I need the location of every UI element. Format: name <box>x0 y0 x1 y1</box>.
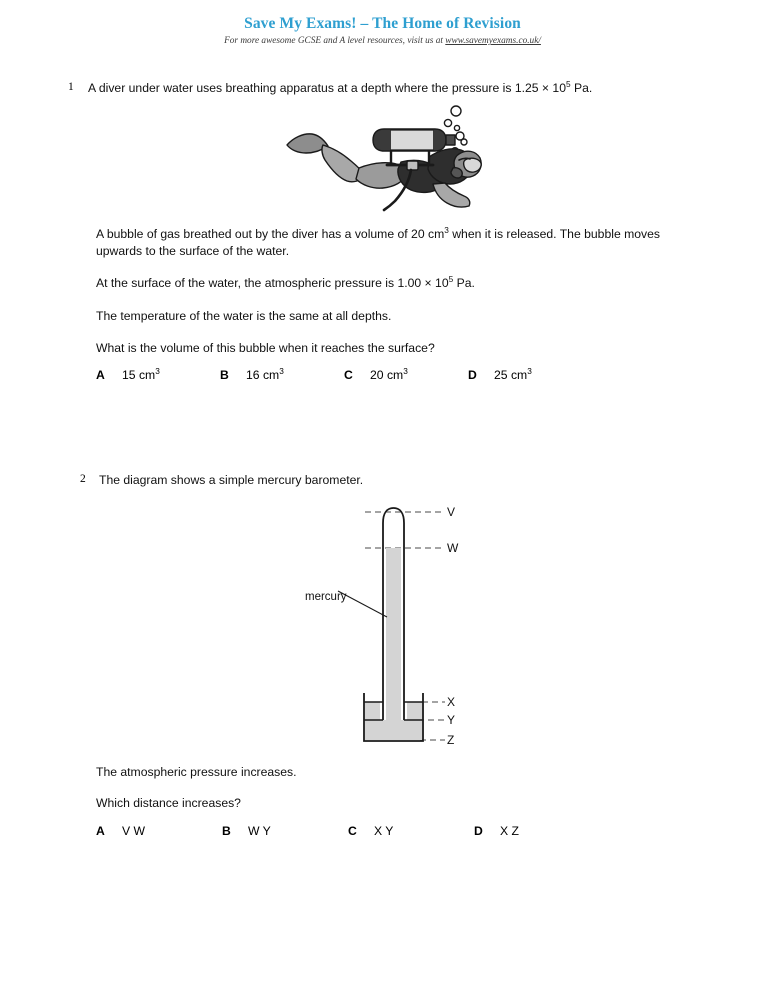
question-2-option-a-value: V W <box>122 824 146 838</box>
question-1-options <box>96 365 532 382</box>
site-title: Save My Exams! – The Home of Revision <box>244 15 521 32</box>
barometer-label-v: V <box>447 505 456 519</box>
question-1-para-2-sup: 5 <box>448 273 454 284</box>
tube-mercury-fill <box>386 548 401 720</box>
question-1-number: 1 <box>68 81 74 93</box>
question-1-option-c[interactable] <box>344 365 468 382</box>
barometer-label-y: Y <box>447 713 456 727</box>
question-1-option-a-letter: A <box>96 368 105 382</box>
site-url-link[interactable]: www.savemyexams.co.uk/ <box>445 36 541 46</box>
question-1-option-a-value: 15 $cm^3$ <box>122 365 160 382</box>
question-1-para-2-post: Pa. <box>453 276 475 290</box>
question-1-para-4: What is the volume of this bubble when it reaches the surface? <box>96 341 435 355</box>
question-1-para-2-pre: At the surface of the water, the atmospheric pressure is 1.00 × 10 <box>96 276 449 290</box>
barometer-label-x: X <box>447 695 456 709</box>
question-2-option-d-value: X Z <box>500 824 519 838</box>
question-1-para-1 <box>96 226 696 259</box>
site-subtitle-text: For more awesome GCSE and A level resources, visit us at <box>224 36 446 46</box>
question-2-stem: The diagram shows a simple mercury barometer. <box>99 473 364 487</box>
question-1-para-2 <box>96 275 696 292</box>
barometer-label-w: W <box>447 541 459 555</box>
barometer-label-z: Z <box>447 733 455 747</box>
question-2-option-b-value: W Y <box>248 824 271 838</box>
question-1-option-c-letter: C <box>344 368 353 382</box>
question-1-option-d[interactable] <box>468 365 532 382</box>
question-2-option-c-value: X Y <box>374 824 394 838</box>
question-2-option-c[interactable] <box>348 824 474 838</box>
question-1-option-d-value: 25 $cm^3$ <box>494 365 532 382</box>
question-1-option-b[interactable] <box>220 365 344 382</box>
question-2-para-2: Which distance increases? <box>96 796 241 810</box>
question-1-option-a[interactable] <box>96 365 220 382</box>
question-1-option-b-value: 16 $cm^3$ <box>246 365 284 382</box>
question-1-para-1-post: when it is released. The bubble moves upwards to the surface of the water. <box>96 227 661 258</box>
question-2-option-d-letter: D <box>474 824 483 838</box>
question-1-stem-exponent: 5 <box>565 78 571 89</box>
question-1-stem-text: A diver under water uses breathing apparatus at a depth where the pressure is 1.25 × 10 <box>88 81 566 95</box>
mercury-barometer-diagram <box>290 495 490 755</box>
question-1-stem <box>88 80 728 97</box>
question-2-option-b[interactable] <box>222 824 348 838</box>
question-1-para-1-sup: 3 <box>444 224 449 235</box>
scuba-diver-illustration <box>283 102 483 220</box>
question-1-para-3: The temperature of the water is the same at all depths. <box>96 309 392 323</box>
question-1-option-d-letter: D <box>468 368 477 382</box>
question-1-para-1-pre: A bubble of gas breathed out by the diver has a volume of 20 cm <box>96 227 445 241</box>
question-2-option-c-letter: C <box>348 824 357 838</box>
question-1-option-b-letter: B <box>220 368 229 382</box>
question-1-stem-unit: Pa. <box>570 81 593 95</box>
question-2-para-1: The atmospheric pressure increases. <box>96 765 297 779</box>
question-2-option-a-letter: A <box>96 824 105 838</box>
question-2-option-d[interactable] <box>474 824 519 838</box>
question-2-options <box>96 824 519 838</box>
site-subtitle <box>0 35 765 47</box>
page-header <box>0 14 765 47</box>
question-2-number: 2 <box>80 473 86 485</box>
mercury-label: mercury <box>305 591 347 603</box>
question-2-option-a[interactable] <box>96 824 222 838</box>
question-2-option-b-letter: B <box>222 824 231 838</box>
question-1-option-c-value: 20 $cm^3$ <box>370 365 408 382</box>
